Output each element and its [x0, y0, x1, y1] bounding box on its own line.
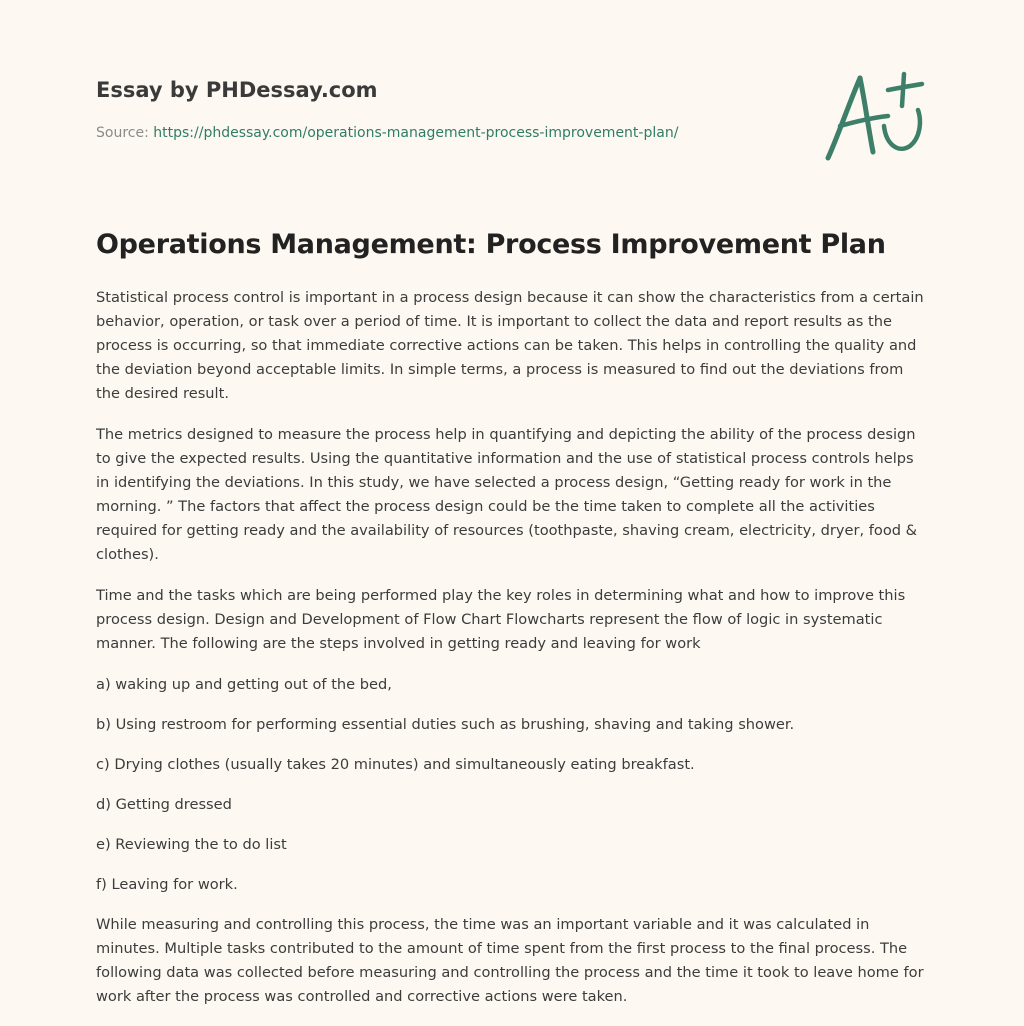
source-link[interactable]: https://phdessay.com/operations-management-process-improvement-plan/ — [153, 125, 679, 141]
paragraph: Statistical process control is important in a process design because it can show the characteristics from a certain behavior, operation, or task over a period of time. It is important to collect the data and report results as the process is occurring, so that immediate corrective actions can be taken. This helps in controlling the quality and the deviation beyond acceptable limits. In simple terms, a process is measured to find out the deviations from the desired result. — [96, 289, 924, 402]
a-plus-logo-icon — [818, 66, 930, 166]
paragraph: Time and the tasks which are being performed play the key roles in determining what and how to improve this process design. Design and Development of Flow Chart Flowcharts represent the flow of logic in systematic manner. The following are the steps involved in getting ready and leaving for work — [96, 587, 906, 652]
step-item: e) Reviewing the to do list — [96, 836, 287, 853]
step-item: b) Using restroom for performing essential duties such as brushing, shaving and taking shower. — [96, 716, 795, 733]
source-line — [96, 123, 796, 143]
essay-title: Operations Management: Process Improvement Plan — [96, 229, 886, 260]
paragraph: While measuring and controlling this process, the time was an important variable and it was calculated in minutes. Multiple tasks contributed to the amount of time spent from the first process to the final process. The following data was collected before measuring and controlling the process and the time it took to leave home for work after the process was controlled and corrective actions were taken. — [96, 916, 924, 1005]
step-item: a) waking up and getting out of the bed, — [96, 676, 392, 693]
site-title: Essay by PHDessay.com — [96, 78, 378, 102]
step-item: d) Getting dressed — [96, 796, 232, 813]
step-item: f) Leaving for work. — [96, 876, 238, 893]
page-header — [96, 76, 796, 143]
source-label: Source: — [96, 125, 149, 141]
paragraph: The metrics designed to measure the process help in quantifying and depicting the ability of the process design to give the expected results. Using the quantitative information and the use of statistical process controls helps in identifying the deviations. In this study, we have selected a process design, “Getting ready for work in the morning. ” The factors that affect the process design could be the time taken to complete all the activities required for getting ready and the availability of resources (toothpaste, shaving cream, electricity, dryer, food & clothes). — [96, 426, 918, 563]
step-item: c) Drying clothes (usually takes 20 minutes) and simultaneously eating breakfast. — [96, 756, 695, 773]
essay-body — [96, 286, 930, 1026]
